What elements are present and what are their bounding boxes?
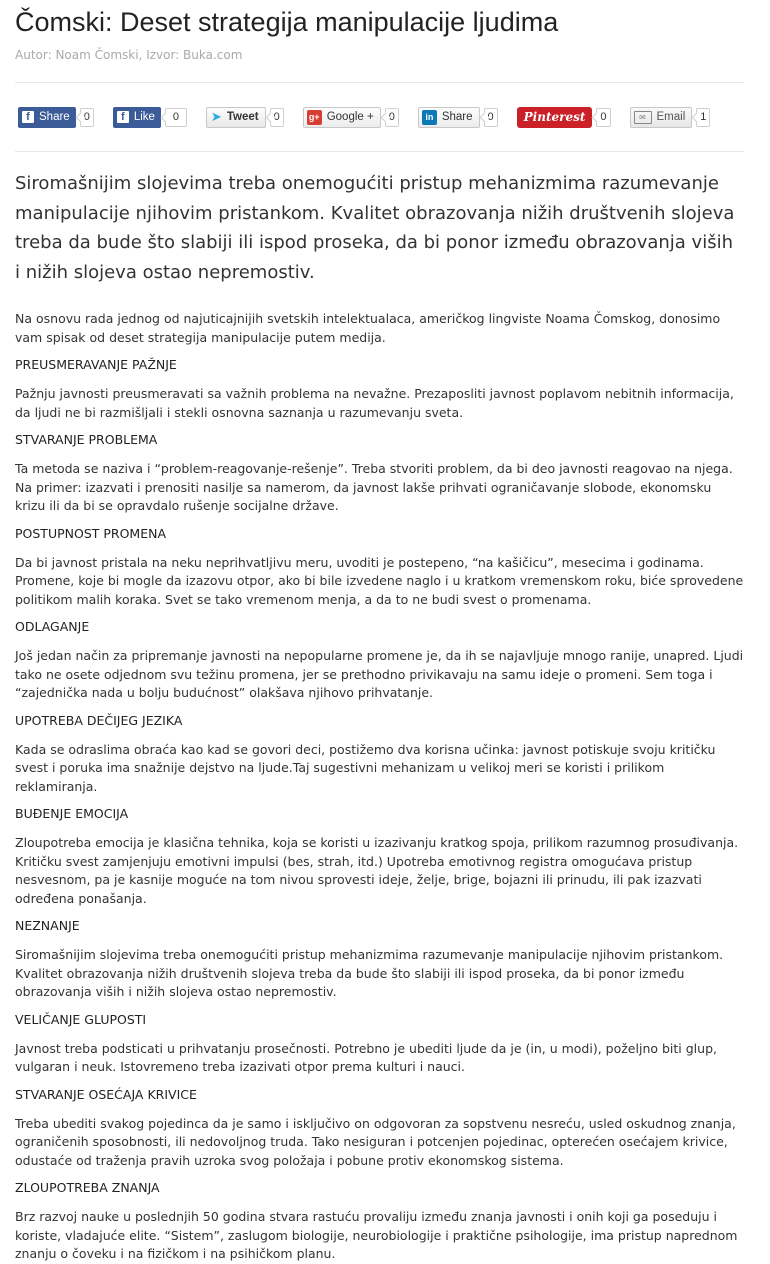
tweet-label: Tweet [226, 111, 259, 123]
section-body: Siromašnijim slojevima treba onemogućiti pristup mehanizmima razumevanje manipulacije njihovim pristankom. Kvalitet obrazovanja nižih društvenih slojeva treba da bude što slabiji ili ispod proseka, da bi ponor između obrazovanja viših i nižih slojeva ostao nepremostiv. [15, 947, 724, 999]
byline: Autor: Noam Čomski, Izvor: Buka.com [15, 48, 243, 62]
page-title: Čomski: Deset strategija manipulacije ljudima [15, 7, 559, 37]
linkedin-share-count: 0 [484, 108, 498, 127]
strategy-section [15, 619, 744, 703]
section-heading: STVARANJE PROBLEMA [15, 432, 158, 447]
google-plus-button[interactable] [303, 107, 381, 128]
facebook-like-count: 0 [165, 108, 187, 127]
email-button[interactable] [630, 107, 693, 128]
divider [15, 151, 744, 152]
linkedin-share-label: Share [441, 111, 473, 123]
share-bar [15, 83, 744, 151]
article-intro: Na osnovu rada jednog od najuticajnijih svetskih intelektualaca, američkog lingviste Noama Čomskog, donosimo vam spisak od deset strategija manipulacije putem medija. [15, 311, 721, 345]
facebook-share-button[interactable] [18, 107, 76, 128]
section-body: Još jedan način za pripremanje javnosti na nepopularne promene je, da ih se najavljuje mnogo ranije, unapred. Ljudi tako ne osete odjednom svu težinu promena, jer se prethodno privikavaju na samu ideje o promeni. Sem toga i “zajednička nada u bolju budućnost” olakšava njihovo prihvatanje. [15, 648, 744, 700]
section-heading: BUĐENJE EMOCIJA [15, 806, 129, 821]
strategy-section [15, 432, 744, 516]
section-body: Ta metoda se naziva i “problem-reagovanje-rešenje”. Treba stvoriti problem, da bi deo javnosti reagovao na njega. Na primer: izazvati i prenositi nasilje sa namerom, da javnost lakše prihvati ograničavanje slobode, ekonomsku krizu ili da bi se opravdalo rušenje socijalne države. [15, 461, 733, 513]
pinterest-button[interactable] [517, 107, 593, 128]
linkedin-share [418, 107, 498, 128]
facebook-share-count: 0 [80, 108, 94, 127]
section-heading: PREUSMERAVANJE PAŽNJE [15, 357, 177, 372]
google-plus-count: 0 [385, 108, 399, 127]
linkedin-icon: in [422, 110, 437, 125]
strategy-section [15, 357, 744, 422]
facebook-like [113, 107, 187, 128]
google-plus-icon: g+ [307, 110, 322, 125]
section-heading: ODLAGANJE [15, 619, 90, 634]
section-heading: POSTUPNOST PROMENA [15, 525, 167, 541]
envelope-icon: ✉ [634, 111, 652, 124]
strategy-section [15, 1012, 744, 1077]
linkedin-share-button[interactable] [418, 107, 480, 128]
section-body: Pažnju javnosti preusmeravati sa važnih problema na nevažne. Prezaposliti javnost poplavom nebitnih informacija, da ljudi ne bi razmišljali i stekli osnovna saznanja u razumevanju sveta. [15, 386, 734, 420]
facebook-share [18, 107, 94, 128]
tweet-button[interactable] [206, 107, 266, 128]
section-heading: UPOTREBA DEČIJEG JEZIKA [15, 712, 183, 728]
strategy-section [15, 806, 744, 908]
section-body: Kada se odraslima obraća kao kad se govori deci, postižemo dva korisna učinka: javnost potiskuje svoju kritičku svest i poruka ima snažnije dejstvo na ljude.Taj sugestivni mehanizam u velikoj meri se koristi i prilikom reklamiranja. [15, 741, 716, 794]
twitter-share [206, 107, 284, 128]
strategy-section [15, 918, 744, 1002]
facebook-icon: f [22, 111, 34, 123]
google-plus-label: Google + [326, 111, 374, 123]
article-lead: Siromašnijim slojevima treba onemogućiti pristup mehanizmima razumevanje manipulacije njihovim pristankom. Kvalitet obrazovanja nižih društvenih slojeva treba da bude što slabiji ili ispod proseka, da bi ponor između obrazovanja viših i nižih slojeva ostao nepremostiv. [15, 173, 735, 283]
twitter-bird-icon: ➤ [210, 109, 222, 124]
pinterest-count: 0 [596, 108, 610, 127]
facebook-like-label: Like [133, 111, 155, 123]
email-count: 1 [696, 108, 710, 127]
section-heading: NEZNANJE [15, 918, 80, 933]
section-heading: ZLOUPOTREBA ZNANJA [15, 1180, 160, 1195]
email-label: Email [656, 111, 686, 123]
facebook-like-button[interactable] [113, 107, 161, 128]
section-body: Treba ubediti svakog pojedinca da je samo i isključivo on odgovoran za sopstvenu nesreću, usled oskudnog znanja, ograničenih sposobnosti, ili nedovoljnog truda. Tako nesiguran i potcenjen pojedinac, opterećen osećajem krivice, odustaće od traženja pravih uzroka svog položaja i pobune protiv ekonomskog sistema. [15, 1115, 736, 1168]
strategy-list [15, 357, 744, 1264]
tweet-count: 0 [270, 108, 284, 127]
facebook-share-label: Share [39, 111, 70, 123]
strategy-section [15, 713, 744, 797]
email-share [630, 107, 711, 128]
strategy-section [15, 1180, 744, 1264]
pinterest-share [517, 107, 611, 128]
strategy-section [15, 1087, 744, 1171]
section-heading: STVARANJE OSEĆAJA KRIVICE [15, 1086, 197, 1102]
pinterest-label: Pinterest [523, 110, 586, 124]
section-body: Brz razvoj nauke u poslednjih 50 godina stvara rastuću provaliju između znanja javnosti i onih koji ga poseduju i koriste, vladajuće elite. “Sistem”, zaslugom biologije, neurobiologije i praktične psihologije, ima pristup naprednom znanju o čoveku i na fizičkom i na psihičkom planu. [15, 1209, 738, 1261]
section-body: Zloupotreba emocija je klasična tehnika, koja se koristi u izazivanju kratkog spoja, prilikom razumnog prosuđivanja. Kritičku svest zamjenjuju emotivni impulsi (bes, strah, itd.) Upotreba emotivnog registra omogućava pristup nesvesnom, pa je kasnije moguće na tom nivou sprovesti ideje, želje, brige, bojazni ili prinudu, ili pak izazvati određena ponašanja. [15, 835, 739, 906]
google-plus-share [303, 107, 399, 128]
strategy-section [15, 526, 744, 610]
section-body: Javnost treba podsticati u prihvatanju prosečnosti. Potrebno je ubediti ljude da je (in, u modi), poželjno biti glup, vulgaran i neuk. Istovremeno treba izazivati otpor prema kulturi i nauci. [15, 1040, 717, 1074]
section-body: Da bi javnost pristala na neku neprihvatljivu meru, uvoditi je postepeno, “na kašičicu”, mesecima i godinama. Promene, koje bi mogle da izazovu otpor, ako bi bile izvedene naglo i u kratkom vremenskom roku, biće sprovedene politikom malih koraka. Svet se tako vremenom menja, a da to ne budi svest o promenama. [15, 554, 744, 607]
section-heading: VELIČANJE GLUPOSTI [15, 1011, 147, 1027]
facebook-icon: f [117, 111, 129, 123]
